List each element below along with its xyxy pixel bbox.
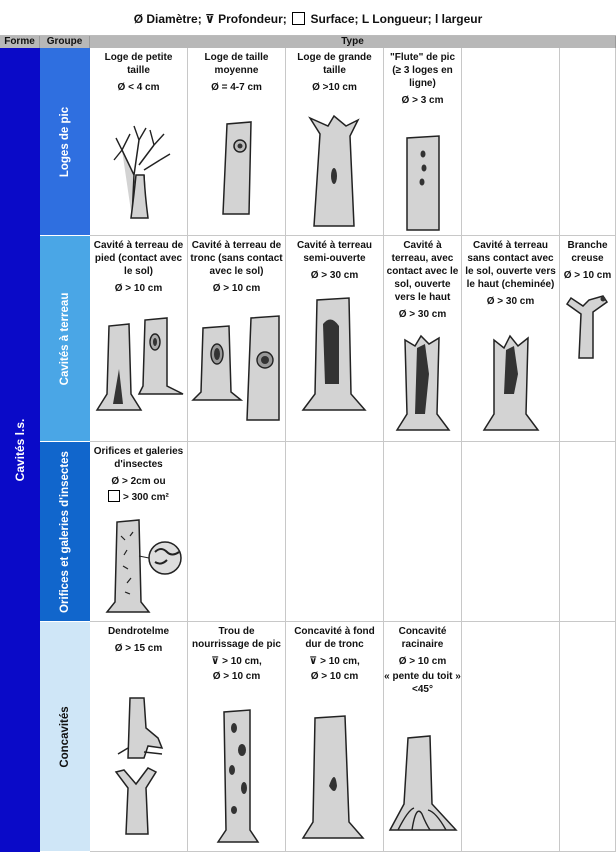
empty-cell (384, 442, 462, 622)
type-spec: ⊽ > 10 cm, (309, 656, 360, 667)
type-spec: Ø > 10 cm (563, 270, 612, 281)
type-spec: Ø > 15 cm (114, 643, 163, 654)
type-title: Branche creuse (567, 240, 608, 264)
cavity-table (0, 35, 616, 852)
type-title: Cavité à terreau semi-ouverte (296, 240, 373, 264)
surface-square-icon (292, 12, 305, 25)
type-spec-2: « pente du toit » <45° (384, 671, 461, 695)
type-spec: Ø >10 cm (312, 82, 357, 93)
type-spec-2: Ø > 10 cm (310, 671, 359, 682)
type-cell (90, 236, 188, 442)
insect-gallery-trunk-icon (93, 516, 185, 616)
type-spec: Ø > 3 cm (401, 95, 444, 106)
type-cell (90, 622, 188, 852)
type-cell (462, 236, 560, 442)
type-cell (286, 48, 384, 236)
legend-part-b: Surface; L Longueur; l largeur (310, 12, 483, 26)
type-title: Loge de petite taille (104, 52, 173, 76)
dendrotelm-fork-icon (104, 688, 174, 838)
empty-cell (188, 442, 286, 622)
type-spec: Ø > 10 cm (114, 283, 163, 294)
group-label: Orifices et galeries d'insectes (59, 450, 71, 613)
type-spec: Ø = 4-7 cm (211, 82, 262, 93)
type-spec: Ø > 30 cm (310, 270, 359, 281)
type-title: Cavité à terreau de tronc (sans contact avec le sol) (190, 240, 283, 277)
legend (0, 8, 616, 30)
flute-trunk-icon (393, 132, 453, 232)
header-type: Type (90, 36, 616, 48)
type-title: "Flute" de pic (≥ 3 loges en ligne) (389, 52, 456, 89)
group-label: Concavités (59, 705, 71, 768)
type-spec-2 (90, 490, 187, 504)
group-concavites (40, 622, 90, 852)
type-cell (384, 236, 462, 442)
empty-cell (462, 622, 560, 852)
empty-cell (286, 442, 384, 622)
type-spec-2: Ø > 10 cm (212, 671, 261, 682)
empty-cell (560, 48, 616, 236)
type-title: Cavité à terreau sans contact avec le sol, ouverte vers le haut (cheminée) (465, 240, 556, 290)
chimney-cavity-icon (478, 334, 544, 434)
group-loges-de-pic (40, 48, 90, 236)
type-cell (286, 622, 384, 852)
empty-cell (462, 442, 560, 622)
group-label: Loges de pic (59, 106, 71, 177)
type-cell (188, 622, 286, 852)
type-cell (286, 236, 384, 442)
type-title: Loge de grande taille (297, 52, 372, 76)
forme-cell (0, 48, 40, 852)
type-cell (90, 48, 188, 236)
group-orifices-insectes (40, 442, 90, 622)
type-cell (188, 236, 286, 442)
hard-bottom-concavity-icon (295, 712, 375, 842)
type-spec: Ø < 4 cm (117, 82, 160, 93)
type-spec: Ø > 30 cm (486, 296, 535, 307)
open-top-cavity-icon (391, 334, 455, 434)
surface-square-icon (108, 490, 120, 502)
semi-open-cavity-icon (295, 294, 375, 414)
header-forme: Forme (0, 36, 40, 48)
base-cavity-trunk-icon (91, 314, 187, 414)
type-spec-2-text: > 300 cm² (122, 492, 169, 503)
type-spec: Ø > 10 cm (212, 283, 261, 294)
forme-label: Cavités l.s. (13, 418, 27, 482)
group-cavites-a-terreau (40, 236, 90, 442)
legend-part-a: Ø Diamètre; ⊽ Profondeur; (133, 12, 287, 26)
type-title: Orifices et galeries d'insectes (93, 446, 184, 470)
trunk-cavity-icon (189, 314, 285, 424)
header-groupe: Groupe (40, 36, 90, 48)
medium-hole-trunk-icon (207, 116, 267, 216)
feeding-hole-trunk-icon (202, 706, 272, 846)
type-spec: Ø > 2cm ou (111, 476, 166, 487)
type-title: Dendrotelme (107, 626, 170, 637)
group-label: Cavités à terreau (59, 292, 71, 385)
type-title: Cavité à terreau de pied (contact avec le sol) (93, 240, 184, 277)
type-title: Loge de taille moyenne (204, 52, 269, 76)
empty-cell (560, 622, 616, 852)
type-cell (384, 622, 462, 852)
type-title: Trou de nourrissage de pic (192, 626, 281, 650)
type-cell (90, 442, 188, 622)
type-cell (384, 48, 462, 236)
type-cell (188, 48, 286, 236)
type-title: Cavité à terreau, avec contact avec le sol, ouverte vers le haut (386, 240, 459, 303)
type-spec: Ø > 30 cm (398, 309, 447, 320)
empty-cell (462, 48, 560, 236)
hollow-branch-icon (563, 290, 613, 360)
type-title: Concavité racinaire (398, 626, 447, 650)
empty-cell (560, 442, 616, 622)
type-spec: ⊽ > 10 cm, (211, 656, 262, 667)
type-title: Concavité à fond dur de tronc (294, 626, 375, 650)
root-concavity-icon (386, 734, 460, 834)
small-tree-hole-icon (104, 120, 174, 220)
type-cell (560, 236, 616, 442)
type-spec: Ø > 10 cm (398, 656, 447, 667)
large-hole-trunk-icon (300, 114, 370, 230)
